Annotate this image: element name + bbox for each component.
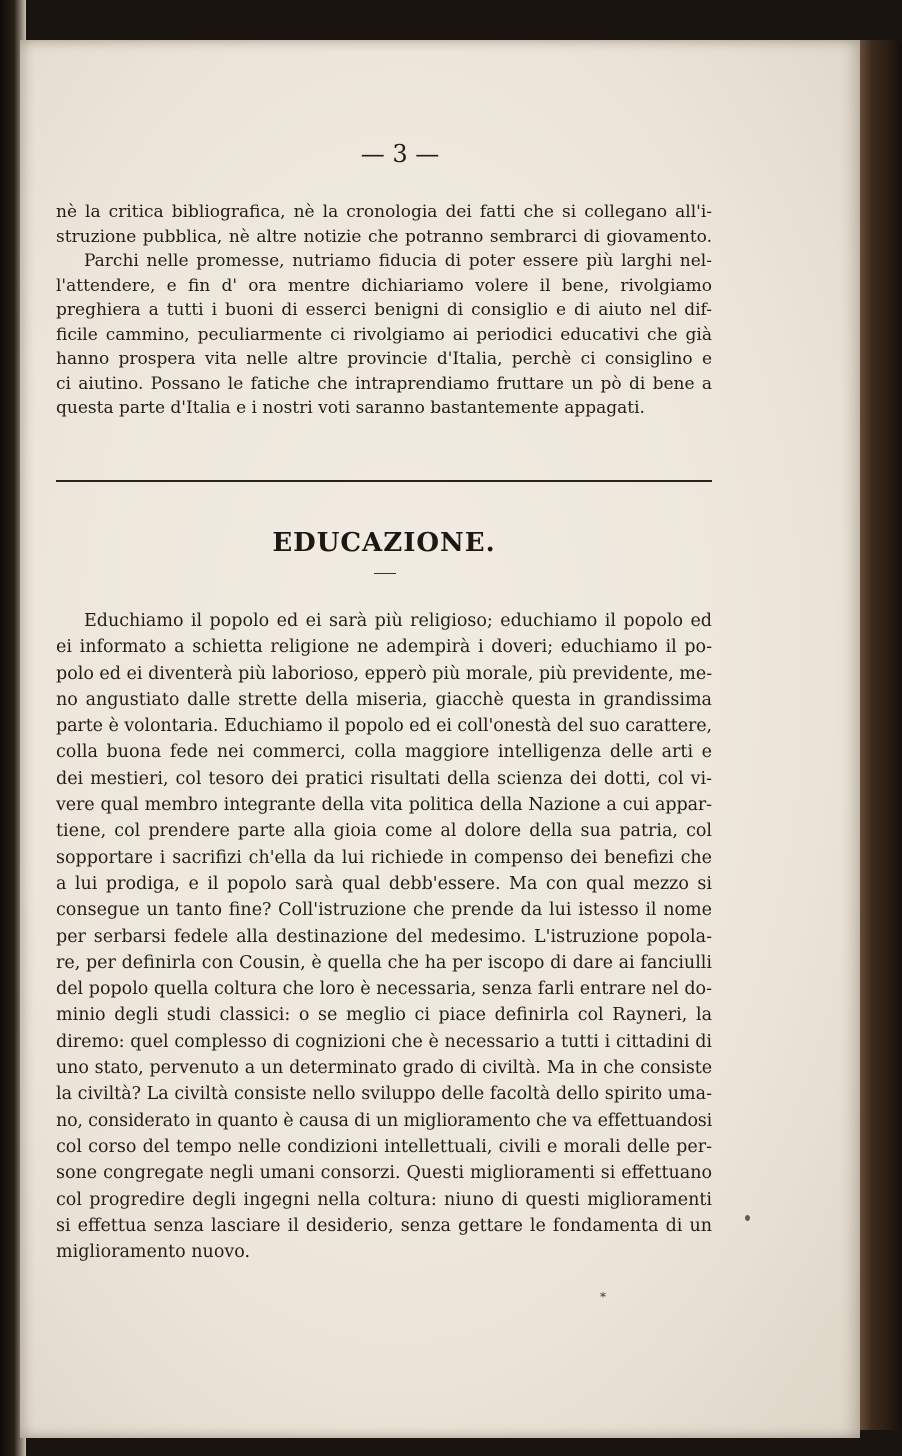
text-line: ei informato a schietta religione ne adempirà i doveri; educhiamo il po- <box>56 637 712 658</box>
text-line: struzione pubblica, nè altre notizie che potranno sembrarci di giovamento. <box>56 226 712 247</box>
text-line: miglioramento nuovo. <box>56 1242 251 1263</box>
education-paragraph <box>56 608 712 1265</box>
text-line: col progredire degli ingegni nella coltura: niuno di questi miglioramenti <box>56 1189 712 1210</box>
section-title: EDUCAZIONE. <box>272 528 496 558</box>
text-line: minio degli studi classici: o se meglio ci piace definirla col Rayneri, la <box>56 1005 712 1026</box>
text-line: vere qual membro integrante della vita politica della Nazione a cui appar- <box>56 795 712 816</box>
text-line: l'attendere, e fin d' ora mentre dichiariamo volere il bene, rivolgiamo <box>56 275 712 296</box>
text-line: Parchi nelle promesse, nutriamo fiducia di poter essere più larghi nel- <box>84 251 712 271</box>
text-line: la civiltà? La civiltà consiste nello sviluppo delle facoltà dello spirito uma- <box>56 1084 712 1105</box>
text-line: ci aiutino. Possano le fatiche che intraprendiamo fruttare un pò di bene a <box>56 373 712 394</box>
ink-spot <box>745 1215 750 1221</box>
text-line: sone congregate negli umani consorzi. Questi miglioramenti si effettuano <box>56 1163 712 1184</box>
book-cover-edge <box>856 40 902 1430</box>
text-line: consegue un tanto fine? Coll'istruzione che prende da lui istesso il nome <box>56 900 712 921</box>
text-line: si effettua senza lasciare il desiderio, senza gettare le fondamenta di un <box>56 1215 712 1236</box>
text-line: Educhiamo il popolo ed ei sarà più religioso; educhiamo il popolo ed <box>84 611 712 631</box>
book-page <box>20 40 860 1438</box>
footnote-asterisk: * <box>600 1290 606 1304</box>
text-line: tiene, col prendere parte alla gioia come al dolore della sua patria, col <box>56 821 712 842</box>
text-line: re, per definirla con Cousin, è quella che ha per iscopo di dare ai fanciulli <box>56 952 712 973</box>
text-line: col corso del tempo nelle condizioni intellettuali, civili e morali delle per- <box>56 1136 712 1157</box>
text-line: per serbarsi fedele alla destinazione del medesimo. L'istruzione popola- <box>56 926 712 947</box>
text-line: diremo: quel complesso di cognizioni che è necessario a tutti i cittadini di <box>56 1031 712 1052</box>
title-underline-dash <box>374 573 396 574</box>
text-line: colla buona fede nei commerci, colla maggiore intelligenza delle arti e <box>56 742 712 763</box>
section-divider <box>56 480 712 482</box>
text-line: no, considerato in quanto è causa di un miglioramento che va effettuandosi <box>56 1110 712 1131</box>
text-line: preghiera a tutti i buoni di esserci benigni di consiglio e di aiuto nel dif- <box>56 300 712 320</box>
text-line: sopportare i sacrifizi ch'ella da lui richiede in compenso dei benefizi che <box>56 847 712 868</box>
text-line: polo ed ei diventerà più laborioso, epperò più morale, più previdente, me- <box>56 663 713 684</box>
text-line: ficile cammino, peculiarmente ci rivolgiamo ai periodici educativi che già <box>56 324 712 345</box>
page-number: — 3 — <box>360 140 440 168</box>
text-line: del popolo quella coltura che loro è necessaria, senza farli entrare nel do- <box>56 979 712 1000</box>
text-line: hanno prospera vita nelle altre provincie d'Italia, perchè ci consiglino e <box>56 349 712 369</box>
text-line: nè la critica bibliografica, nè la cronologia dei fatti che si collegano all'i- <box>56 202 712 222</box>
text-line: a lui prodiga, e il popolo sarà qual debb'essere. Ma con qual mezzo si <box>56 873 712 894</box>
text-line: uno stato, pervenuto a un determinato grado di civiltà. Ma in che consiste <box>56 1058 712 1079</box>
text-line: questa parte d'Italia e i nostri voti saranno bastantemente appagati. <box>56 398 645 418</box>
text-line: parte è volontaria. Educhiamo il popolo ed ei coll'onestà del suo carattere, <box>56 716 712 737</box>
intro-paragraph <box>56 200 712 421</box>
text-line: no angustiato dalle strette della miseria, giacchè questa in grandissima <box>56 689 712 710</box>
text-line: dei mestieri, col tesoro dei pratici risultati della scienza dei dotti, col vi- <box>56 768 712 789</box>
